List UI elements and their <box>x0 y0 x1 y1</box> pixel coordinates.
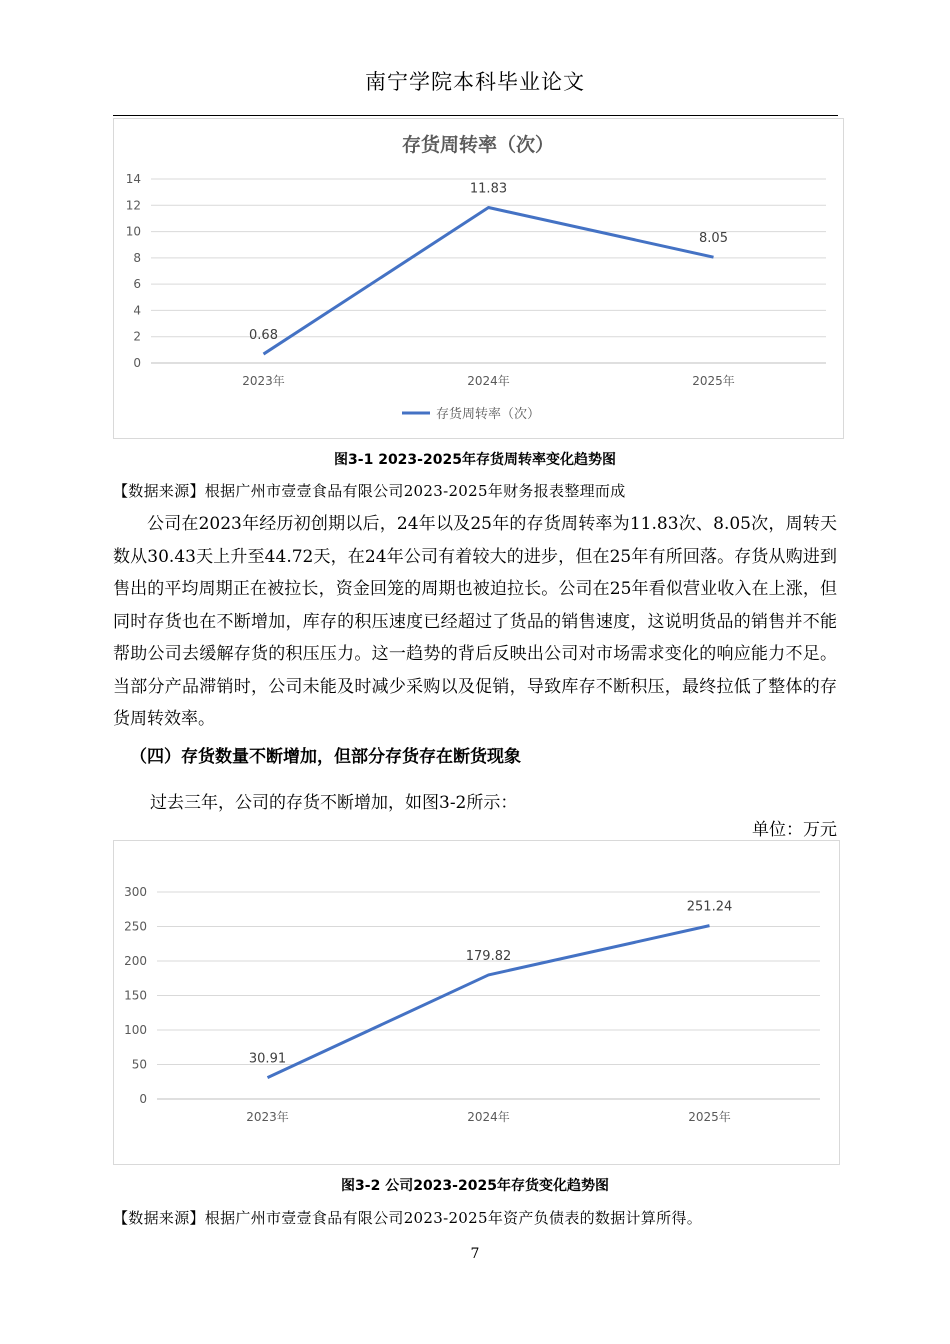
y-tick-label: 300 <box>124 885 147 899</box>
y-tick-label: 12 <box>125 198 141 213</box>
chart-inventory-turnover-svg <box>114 119 843 438</box>
y-tick-label: 0 <box>139 1092 147 1106</box>
lead-sentence: 过去三年，公司的存货不断增加，如图3-2所示： <box>150 793 518 813</box>
x-tick-label: 2024年 <box>467 374 510 388</box>
y-tick-label: 8 <box>133 250 141 265</box>
data-label: 251.24 <box>686 899 733 915</box>
data-label: 8.05 <box>699 231 728 247</box>
chart-inventory-turnover <box>113 118 844 439</box>
y-tick-label: 2 <box>133 329 141 344</box>
x-tick-label: 2025年 <box>688 1110 731 1124</box>
y-tick-label: 4 <box>133 303 141 318</box>
figure-source-3-2: 【数据来源】根据广州市壹壹食品有限公司2023-2025年资产负债表的数据计算所得。 <box>113 1209 703 1227</box>
y-tick-label: 0 <box>133 356 141 370</box>
chart-inventory-amount <box>113 840 840 1165</box>
data-label: 179.82 <box>465 948 512 964</box>
data-label: 30.91 <box>248 1051 287 1067</box>
page-number: 7 <box>470 1246 480 1262</box>
x-tick-label: 2023年 <box>242 374 285 388</box>
chart-inventory-amount-svg <box>114 841 839 1164</box>
x-tick-label: 2023年 <box>246 1110 289 1124</box>
figure-caption-3-2: 图3-2 公司2023-2025年存货变化趋势图 <box>341 1178 609 1194</box>
data-label: 11.83 <box>469 181 508 197</box>
x-tick-label: 2025年 <box>692 374 735 388</box>
y-tick-label: 14 <box>125 172 141 186</box>
series-line-inventory-turnover <box>264 208 714 355</box>
figure-source-3-1: 【数据来源】根据广州市壹壹食品有限公司2023-2025年财务报表整理而成 <box>113 482 626 500</box>
legend-label: 存货周转率（次） <box>436 407 541 422</box>
y-tick-label: 100 <box>124 1023 147 1037</box>
section-heading: （四）存货数量不断增加，但部分存货存在断货现象 <box>130 747 521 767</box>
y-tick-label: 250 <box>124 919 147 934</box>
data-label: 0.68 <box>249 328 278 344</box>
y-tick-label: 50 <box>131 1057 147 1072</box>
x-tick-label: 2024年 <box>467 1110 510 1124</box>
y-tick-label: 10 <box>125 224 141 239</box>
header-rule <box>113 115 838 116</box>
y-tick-label: 6 <box>133 277 141 292</box>
figure-caption-3-1: 图3-1 2023-2025年存货周转率变化趋势图 <box>334 452 616 468</box>
body-paragraph: 公司在2023年经历初创期以后，24年以及25年的存货周转率为11.83次、8.05次，周转天数从30.43天上升至44.72天，在24年公司有着较大的进步，但在25年有所回落。存货从购进到售出的平均周期正在被拉长，资金回笼的周期也被迫拉长。公司在25年看似营业收入在上涨，但同时存货也在不断增加，库存的积压速度已经超过了货品的销售速度，这说明货品的销售并不能帮助公司去缓解存货的积压压力。这一趋势的背后反映出公司对市场需求变化的响应能力不足。当部分产品滞销时，公司未能及时减少采购以及促销，导致库存不断积压，最终拉低了整体的存货周转效率。 <box>113 514 837 729</box>
y-tick-label: 200 <box>124 954 147 968</box>
page-header-title: 南宁学院本科毕业论文 <box>365 70 585 94</box>
chart-title: 存货周转率（次） <box>401 134 555 156</box>
unit-label: 单位：万元 <box>752 820 837 840</box>
y-tick-label: 150 <box>124 988 147 1003</box>
